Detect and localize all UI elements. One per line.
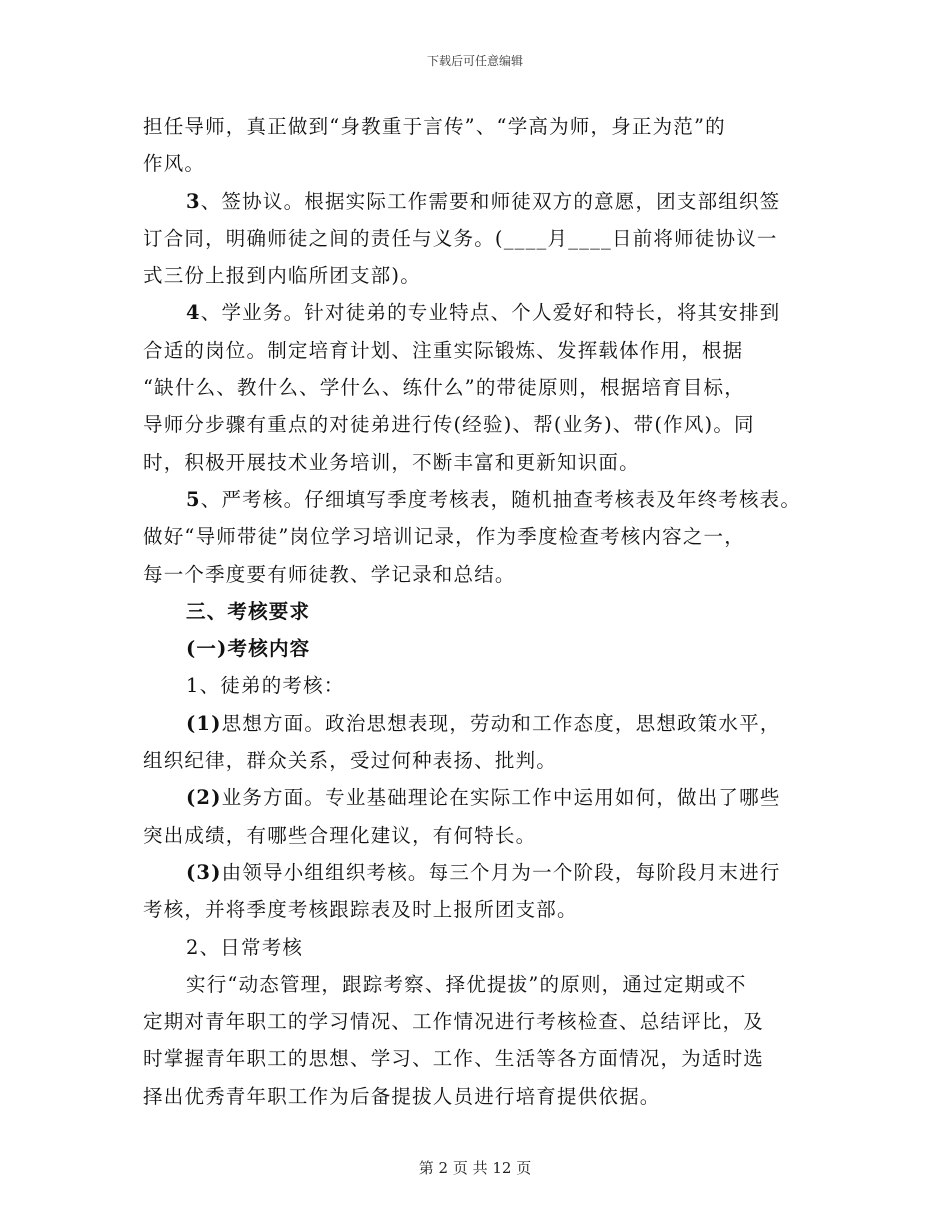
section-heading [143, 593, 823, 630]
line-text: 突出成绩，有哪些合理化建议，有何特长。 [143, 823, 537, 847]
line-text: 式三份上报到内临所团支部)。 [143, 264, 421, 288]
text-line [143, 183, 823, 220]
text-line [143, 220, 823, 257]
item-number: 4 [186, 301, 201, 325]
text-line [143, 369, 823, 406]
text-line [143, 108, 823, 145]
text-line [143, 667, 823, 704]
line-text: 、学业务。针对徒弟的专业特点、个人爱好和特长，将其安排到 [200, 301, 781, 325]
line-text: 导师分步骤有重点的对徒弟进行传(经验)、帮(业务)、带(作风)。同 [143, 413, 755, 437]
line-text: 时掌握青年职工的思想、学习、工作、生活等各方面情况，为适时选 [143, 1047, 765, 1071]
text-line [143, 854, 823, 891]
line-text: 业务方面。专业基础理论在实际工作中运用如何，做出了哪些 [221, 786, 781, 810]
line-text: (一)考核内容 [186, 637, 311, 661]
text-line [143, 705, 823, 742]
line-text: 由领导小组组织考核。每三个月为一个阶段，每阶段月末进行 [221, 860, 781, 884]
text-line [143, 779, 823, 816]
line-text: 担任导师，真正做到“身教重于言传”、“学高为师，身正为范”的 [143, 115, 726, 138]
text-line [143, 966, 823, 1003]
text-line [143, 444, 823, 481]
page-header: 下载后可任意编辑 [426, 54, 523, 68]
line-text: “缺什么、教什么、学什么、练什么”的带徒原则，根据培育目标， [143, 376, 745, 400]
text-line [143, 332, 823, 369]
item-number: (3) [186, 860, 222, 884]
section-heading [143, 630, 823, 667]
text-line [143, 406, 823, 443]
line-text: 作风。 [143, 152, 206, 176]
line-text: 、签协议。根据实际工作需要和师徒双方的意愿，团支部组织签 [200, 189, 781, 213]
item-number: (2) [186, 786, 222, 810]
text-line [143, 556, 823, 593]
line-text: 2、日常考核 [186, 935, 304, 959]
document-body [143, 108, 823, 1115]
item-number: 3 [186, 189, 201, 213]
text-line [143, 929, 823, 966]
text-line [143, 1040, 823, 1077]
line-text: 订合同，明确师徒之间的责任与义务。(____月____日前将师徒协议一 [143, 226, 778, 250]
line-text: 考核，并将季度考核跟踪表及时上报所团支部。 [143, 898, 578, 922]
line-text: 、严考核。仔细填写季度考核表，随机抽查考核表及年终考核表。 [200, 487, 802, 511]
line-text: 定期对青年职工的学习情况、工作情况进行考核检查、总结评比，及 [143, 1010, 765, 1034]
line-text: 组织纪律，群众关系，受过何种表扬、批判。 [143, 749, 558, 773]
text-line [143, 145, 823, 182]
text-line [143, 1003, 823, 1040]
item-number: 5 [186, 487, 201, 511]
line-text: 择出优秀青年职工作为后备提拔人员进行培育提供依据。 [143, 1084, 661, 1108]
text-line [143, 891, 823, 928]
line-text: 1、徒弟的考核： [186, 674, 345, 698]
text-line [143, 481, 823, 518]
item-number: (1) [186, 711, 222, 735]
line-text: 时，积极开展技术业务培训，不断丰富和更新知识面。 [143, 450, 640, 474]
line-text: 合适的岗位。制定培育计划、注重实际锻炼、发挥载体作用，根据 [143, 338, 744, 362]
line-text: 每一个季度要有师徒教、学记录和总结。 [143, 562, 516, 586]
text-line [143, 294, 823, 331]
line-text: 思想方面。政治思想表现，劳动和工作态度，思想政策水平， [221, 711, 781, 735]
text-line [143, 257, 823, 294]
text-line [143, 518, 823, 555]
page-footer: 第 2 页 共 12 页 [418, 1159, 532, 1177]
text-line [143, 742, 823, 779]
text-line [143, 817, 823, 854]
line-text: 三、考核要求 [186, 599, 311, 623]
text-line [143, 1078, 823, 1115]
line-text: 实行“动态管理，跟踪考察、择优提拔”的原则，通过定期或不 [186, 972, 747, 996]
line-text: 做好“导师带徒”岗位学习培训记录，作为季度检查考核内容之一， [143, 525, 745, 549]
